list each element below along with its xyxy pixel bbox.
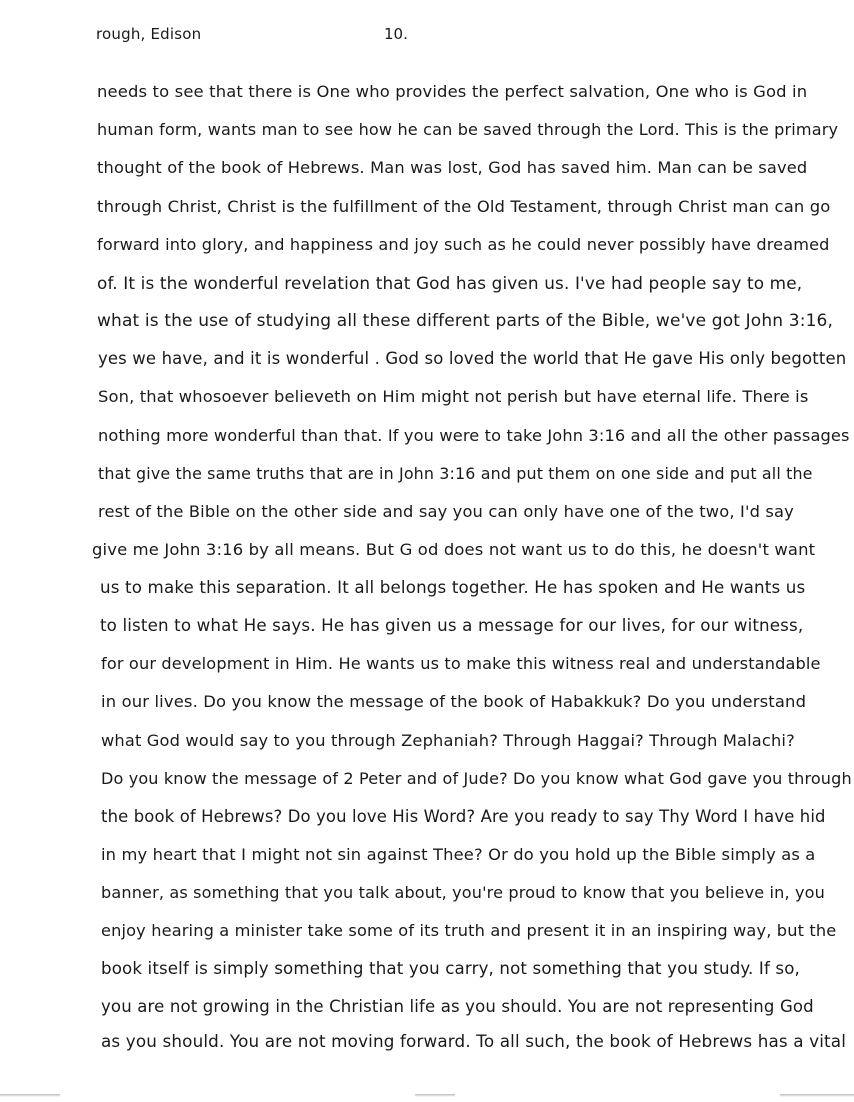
- text-line: through Christ, Christ is the fulfillment of the Old Testament, through Christ man can go: [97, 197, 831, 216]
- text-line: for our development in Him. He wants us to make this witness real and understandable: [101, 654, 821, 673]
- text-line: give me John 3:16 by all means. But G od does not want us to do this, he doesn't want: [92, 540, 816, 559]
- scan-edge-mark: [0, 1094, 60, 1097]
- text-line: that give the same truths that are in John 3:16 and put them on one side and put all the: [98, 464, 813, 483]
- page-number: 10.: [384, 25, 408, 43]
- page-header-title: rough, Edison: [96, 25, 202, 43]
- text-line: banner, as something that you talk about, you're proud to know that you believe in, you: [101, 883, 826, 902]
- text-line: yes we have, and it is wonderful . God so loved the world that He gave His only begotten: [98, 349, 847, 368]
- text-line: needs to see that there is One who provides the perfect salvation, One who is God in: [97, 82, 808, 101]
- text-line: thought of the book of Hebrews. Man was lost, God has saved him. Man can be saved: [97, 158, 808, 177]
- text-line: Son, that whosoever believeth on Him might not perish but have eternal life. There is: [98, 387, 809, 406]
- text-line: in my heart that I might not sin against Thee? Or do you hold up the Bible simply as a: [101, 845, 816, 864]
- text-line: human form, wants man to see how he can be saved through the Lord. This is the primary: [97, 120, 839, 139]
- text-line: in our lives. Do you know the message of the book of Habakkuk? Do you understand: [101, 692, 807, 711]
- text-line: rest of the Bible on the other side and say you can only have one of the two, I'd say: [98, 502, 794, 521]
- text-line: forward into glory, and happiness and joy such as he could never possibly have dreamed: [97, 235, 830, 254]
- scan-edge-mark: [415, 1094, 455, 1097]
- text-line: what is the use of studying all these different parts of the Bible, we've got John 3:16,: [97, 311, 834, 331]
- text-line: you are not growing in the Christian life as you should. You are not representing God: [101, 997, 814, 1016]
- text-line: enjoy hearing a minister take some of its truth and present it in an inspiring way, but the: [101, 921, 837, 940]
- text-line: as you should. You are not moving forward. To all such, the book of Hebrews has a vital: [101, 1031, 847, 1051]
- text-line: us to make this separation. It all belongs together. He has spoken and He wants us: [100, 578, 806, 597]
- text-line: book itself is simply something that you carry, not something that you study. If so,: [101, 959, 800, 978]
- text-line: of. It is the wonderful revelation that God has given us. I've had people say to me,: [97, 273, 803, 293]
- text-line: what God would say to you through Zephaniah? Through Haggai? Through Malachi?: [101, 731, 795, 750]
- scan-edge-mark: [780, 1094, 854, 1097]
- text-line: nothing more wonderful than that. If you were to take John 3:16 and all the other passages: [98, 426, 850, 445]
- text-line: to listen to what He says. He has given us a message for our lives, for our witness,: [100, 616, 804, 635]
- text-line: Do you know the message of 2 Peter and of Jude? Do you know what God gave you through: [101, 769, 852, 788]
- text-line: the book of Hebrews? Do you love His Word? Are you ready to say Thy Word I have hid: [101, 807, 826, 826]
